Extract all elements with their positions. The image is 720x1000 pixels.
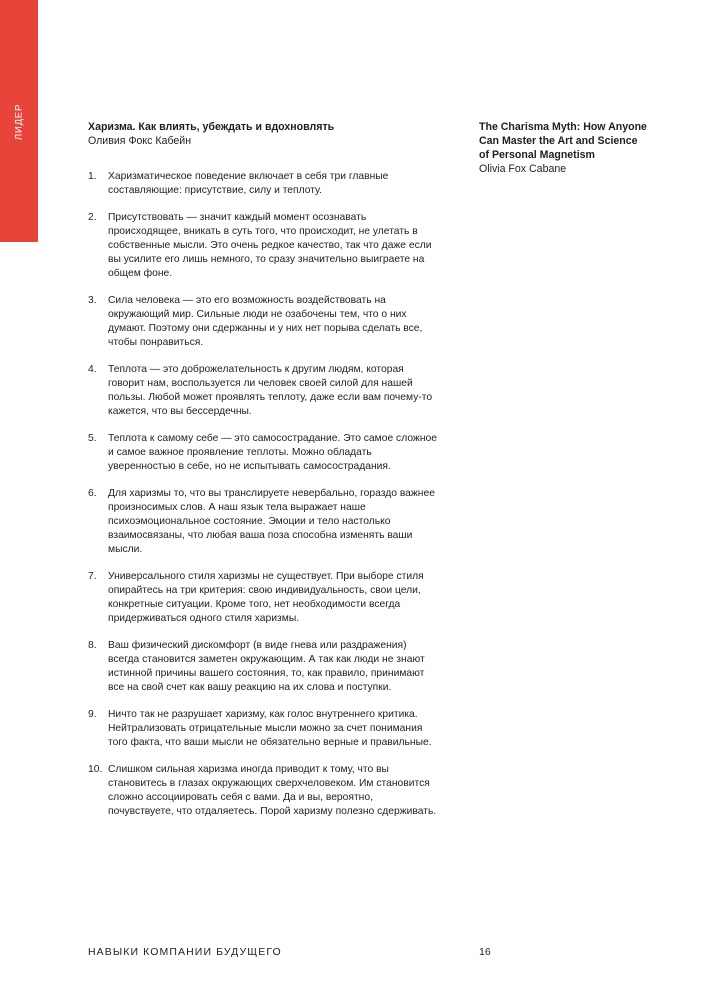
list-item-number: 1. [88,171,97,182]
list-item-text: Ваш физический дискомфорт (в виде гнева или раздражения) всегда становится заметен окружающим. А так как люди не знают истинной причины вашего состояния, то, как правило, принимают все на свой счет как вашу реакцию на их слова и поступки. [108,640,425,693]
list-item-number: 7. [88,571,97,582]
list-item-text: Теплота к самому себе — это самосострадание. Это самое сложное и самое важное проявление теплоты. Можно обладать уверенностью в себе, но не испытывать самосострадания. [108,433,437,472]
list-item [88,487,438,557]
original-edition [479,120,649,176]
section-tab [0,0,38,242]
list-item [88,763,438,819]
list-item [88,432,438,474]
original-title: The Charisma Myth: How Anyone Can Master the Art and Science of Personal Magnetism [479,121,647,161]
list-item-text: Присутствовать — значит каждый момент осознавать происходящее, вникать в суть того, что происходит, не улетать в собственные мысли. Это очень редкое качество, так что даже если вы усилите его лишь немного, то сразу значительно выиграете на общем фоне. [108,212,432,279]
list-item-text: Ничто так не разрушает харизму, как голос внутреннего критика. Нейтрализовать отрицательные мысли можно за счет понимания того факта, что ваши мысли не обязательно верные и правильные. [108,709,432,748]
list-item-number: 2. [88,212,97,223]
list-item-text: Харизматическое поведение включает в себя три главные составляющие: присутствие, силу и теплоту. [108,171,389,196]
list-item-text: Для харизмы то, что вы транслируете невербально, гораздо важнее произносимых слов. А наш язык тела выражает наше психоэмоциональное состояние. Эмоции и тело настолько взаимосвязаны, что любая ваша поза способна изменять ваши мысли. [108,488,435,555]
list-item-text: Теплота — это доброжелательность к другим людям, которая говорит нам, воспользуется ли человек своей силой для нашей пользы. Любой может проявлять теплоту, даже если вам почему-то кажется, что вы бессердечны. [108,364,433,417]
key-points-list [88,170,438,819]
list-item-number: 10. [88,764,103,775]
list-item-number: 9. [88,709,97,720]
original-author: Olivia Fox Cabane [479,163,567,175]
list-item-number: 8. [88,640,97,651]
list-item-number: 3. [88,295,97,306]
list-item [88,639,438,695]
list-item-text: Слишком сильная харизма иногда приводит к тому, что вы становитесь в глазах окружающих сверхчеловеком. Им становится сложно ассоциировать себя с вами. Да и вы, вероятно, почувствуете, что отдаляетесь. Порой харизму полезно сдерживать. [108,764,437,817]
list-item-number: 5. [88,433,97,444]
list-item-text: Сила человека — это его возможность воздействовать на окружающий мир. Сильные люди не озабочены тем, что о них думают. Поэтому они сдержанны и у них нет порыва сделать все, чтобы понравиться. [108,295,423,348]
footer-title: НАВЫКИ КОМПАНИИ БУДУЩЕГО [88,946,282,958]
list-item [88,170,438,198]
list-item-text: Универсального стиля харизмы не существует. При выборе стиля опирайтесь на три критерия: свою индивидуальность, свои цели, конкретные ситуации. Кроме того, нет необходимости всегда придерживаться одного стиля харизмы. [108,571,424,624]
list-item [88,294,438,350]
list-item [88,708,438,750]
book-title: Харизма. Как влиять, убеждать и вдохновлять [88,121,335,133]
list-item-number: 6. [88,488,97,499]
book-author: Оливия Фокс Кабейн [88,135,192,147]
list-item-number: 4. [88,364,97,375]
page-number: 16 [479,946,491,958]
main-column [88,120,438,832]
section-tab-label: ЛИДЕР [13,103,25,141]
list-item [88,363,438,419]
list-item [88,570,438,626]
list-item [88,211,438,281]
